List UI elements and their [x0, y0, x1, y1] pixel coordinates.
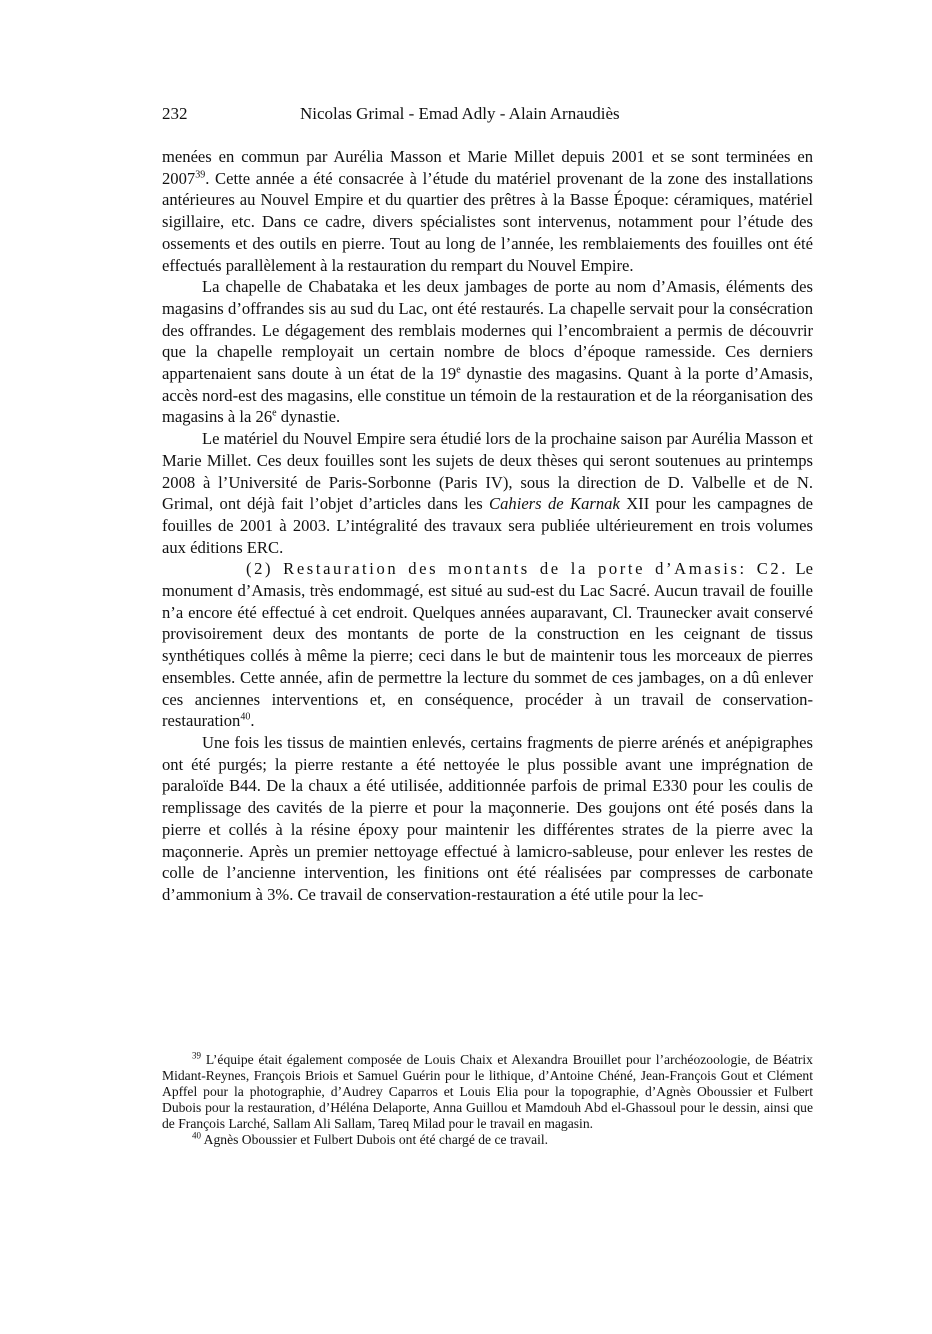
paragraph — [162, 276, 813, 428]
paragraph-text: menées en commun par Aurélia Masson et Marie Millet depuis 2001 et se sont terminées en 2007 — [162, 147, 813, 188]
footnote-text: L’équipe était également composée de Louis Chaix et Alexandra Brouillet pour l’archéozoologie, de Béatrix Midant-Reynes, François Briois et Samuel Guérin pour le lithique, d’Antoine Chéné, Jean-François Gout et Clément Apffel pour la photographie, d’Audrey Caparros et Louis Elia pour la topographie, d’Agnès Oboussier et Fulbert Dubois pour la restauration, d’Héléna Delaporte, Anna Guillou et Mamdouh Abd el-Ghassoul pour le dessin, ainsi que de François Larché, Sallam Ali Sallam, Tareq Milad pour le travail en magasin. — [162, 1052, 813, 1131]
paragraph-text: Le matériel du Nouvel Empire sera étudié lors de la prochaine saison par Aurélia Masson et Marie Millet. Ces deux fouilles sont les sujets de deux thèses qui seront soutenues au printemps 2008 à l’Université de Paris-Sorbonne (Paris IV), sous la direction de D. Valbelle et de N. Grimal, ont déjà fait l’objet d’articles dans les — [162, 429, 813, 514]
footnote-number: 40 — [192, 1130, 201, 1141]
page-number: 232 — [162, 104, 188, 123]
ordinal-suffix: e — [456, 364, 461, 376]
paragraph — [162, 146, 813, 276]
paragraph-text: . Cette année a été consacrée à l’étude du matériel provenant de la zone des installations antérieures au Nouvel Empire et du quartier des prêtres à la Basse Époque: céramiques, matériel sigillaire, etc. Dans ce cadre, divers spécialistes sont intervenus, notamment pour l’étude des ossements et des outils en pierre. Tout au long de l’année, les remblaiements des fouilles ont été effectués parallèlement à la restauration du rempart du Nouvel Empire. — [162, 168, 813, 275]
footnote-number: 39 — [192, 1050, 201, 1061]
running-head: Nicolas Grimal - Emad Adly - Alain Arnaudiès — [300, 104, 620, 123]
paragraph-text: dynastie des magasins. Quant à la porte d’Amasis, accès nord-est des magasins, elle constitue un témoin de la restauration et de la réorganisation des magasins à la 26 — [162, 364, 813, 427]
paragraph-text: . — [250, 711, 255, 731]
publication-title: Cahiers de Karnak — [489, 494, 620, 514]
footnote-text: Agnès Oboussier et Fulbert Dubois ont été chargé de ce travail. — [203, 1132, 549, 1147]
paragraph-text: XII pour les campagnes de fouilles de 2001 à 2003. L’intégralité des travaux sera publiée ultérieurement en trois volumes aux éditions ERC. — [162, 494, 813, 557]
footnote-ref: 40 — [240, 711, 251, 723]
paragraph — [162, 428, 813, 558]
footnotes — [162, 1052, 813, 1148]
paragraph-text: Une fois les tissus de maintien enlevés, certains fragments de pierre arénés et anépigraphes ont été purgés; la pierre restante a été nettoyée le plus possible avant une imprégnation de paraloïde B44. De la chaux a été utilisée, additionnée parfois de primal E330 pour les coulis de remplissage des cavités de la pierre et pour la maçonnerie. Des goujons ont été posés dans la pierre et collés à la résine époxy pour maintenir les différentes strates de la pierre avec la maçonnerie. Après un premier nettoyage effectué à lamicro-sableuse, pour enlever les restes de colle de l’ancienne intervention, les finitions ont été réalisées par compresses de carbonate d’ammonium à 3%. Ce travail de conservation-restauration a été utile pour la lec- — [162, 732, 813, 904]
section-heading: (2) Restauration des montants de la porte d’Amasis: C2. — [246, 559, 789, 579]
body-text — [162, 146, 813, 906]
paragraph — [162, 558, 813, 732]
footnote — [162, 1052, 813, 1132]
paragraph-text: dynastie. — [276, 407, 341, 427]
paragraph-text: Le monument d’Amasis, très endommagé, est situé au sud-est du Lac Sacré. Aucun travail de fouille n’a encore été effectué à cet endroit. Quelques années auparavant, Cl. Traunecker avait conservé provisoirement deux des montants de porte de la construction en les ceignant de tissus synthétiques collés à même la pierre; ceci dans le but de maintenir tous les morceaux de pierres ensembles. Cette année, afin de permettre la lecture du sommet de ces jambages, on a dû enlever ces anciennes interventions et, en conséquence, procéder à un travail de conservation-restauration — [162, 559, 813, 731]
ordinal-suffix: e — [272, 407, 277, 419]
paragraph-text: La chapelle de Chabataka et les deux jambages de porte au nom d’Amasis, éléments des magasins d’offrandes sis au sud du Lac, ont été restaurés. La chapelle servait pour la consécration des offrandes. Le dégagement des remblais modernes qui l’encombraient a permis de découvrir que la chapelle remployait un certain nombre de blocs d’époque ramesside. Ces derniers appartenaient sans doute à un état de la 19 — [162, 277, 813, 384]
footnote-ref: 39 — [195, 169, 206, 181]
paragraph — [162, 732, 813, 906]
footnote — [162, 1132, 813, 1148]
